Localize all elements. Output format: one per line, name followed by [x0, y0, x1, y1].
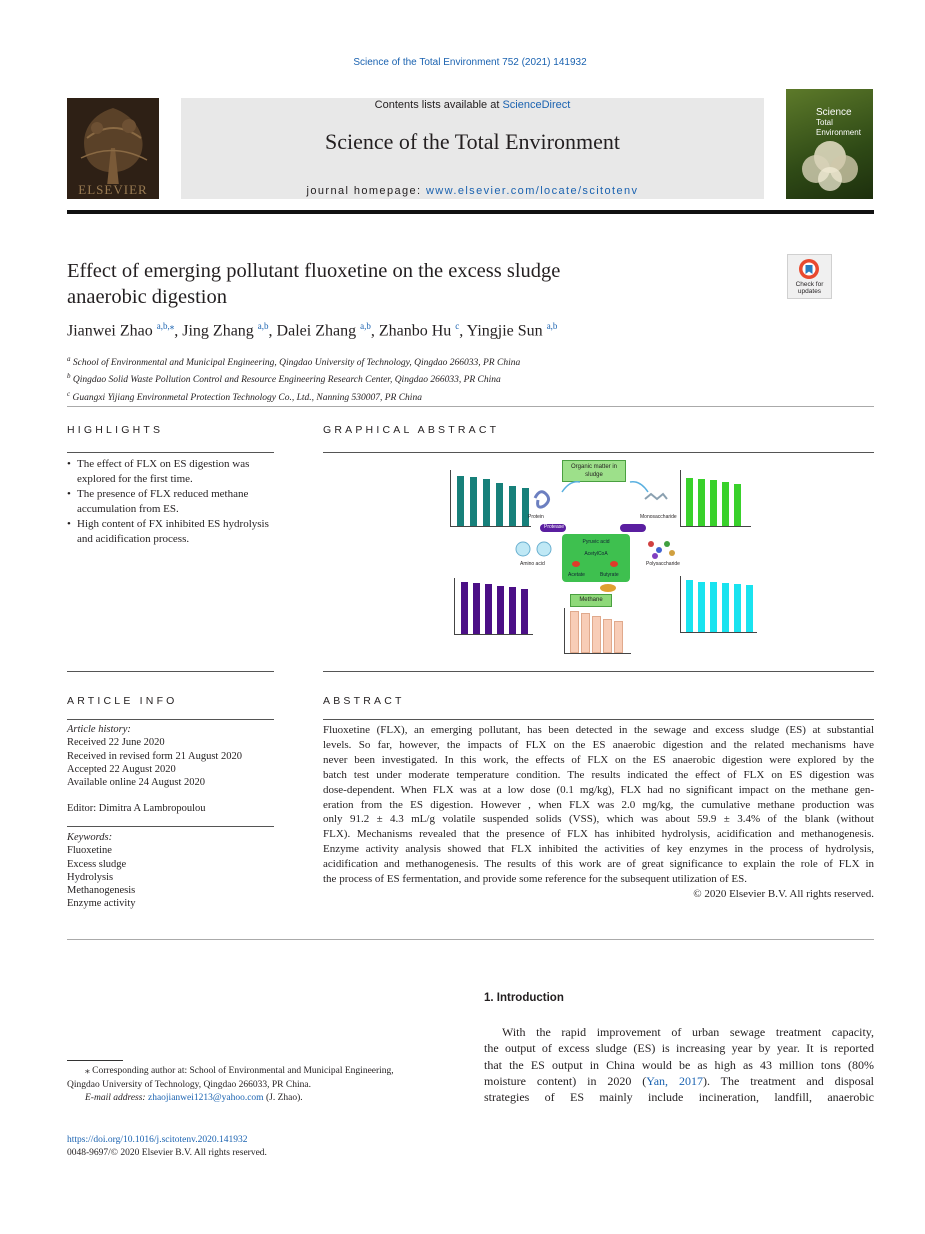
bar [698, 479, 705, 526]
divider [67, 826, 274, 827]
journal-title: Science of the Total Environment [325, 129, 620, 154]
footnote-rule [67, 1060, 123, 1061]
highlight-item: • The presence of FLX reduced methane accumulation from ES. [67, 487, 275, 517]
label-monosaccharide: Monosaccharide [640, 514, 677, 520]
keyword: Fluoxetine [67, 845, 112, 857]
divider [67, 719, 274, 720]
graphical-abstract-figure [440, 458, 760, 658]
bar [522, 488, 529, 526]
cyan-bar-chart [680, 576, 757, 633]
divider [67, 406, 874, 407]
label-amino-acid: Amino acid [520, 561, 545, 567]
peach-bar-chart [564, 608, 631, 654]
bar [470, 477, 477, 526]
label-polysaccharide: Polysaccharide [646, 561, 680, 567]
bar [710, 480, 717, 526]
label-protein: Protein [528, 514, 544, 520]
keyword: Enzyme activity [67, 898, 136, 910]
cover-title: Science Total Environment [816, 107, 861, 137]
author-name[interactable]: Yingjie Sun [466, 322, 543, 340]
metabolism-box: Pyruvic acid AcetylCoA Acetate Butyrate [562, 534, 630, 582]
highlight-item: • High content of FX inhibited ES hydrolysis and acidification process. [67, 517, 275, 547]
bar [603, 619, 612, 653]
article-title: Effect of emerging pollutant fluoxetine on the excess sludge anaerobic digestion [67, 260, 561, 308]
label-protease: Protease [544, 524, 565, 530]
purple-bar-chart [454, 578, 533, 635]
protein-icon [532, 486, 556, 512]
methane-box: Methane [570, 594, 612, 607]
journal-masthead [181, 98, 764, 199]
citation-link[interactable]: Yan, 2017 [646, 1073, 703, 1088]
homepage-link[interactable]: www.elsevier.com/locate/scitotenv [425, 185, 639, 197]
article-history: Article history: Received 22 June 2020 Received in revised form 21 August 2020 Accepted 22 August 2020 Available online 24 August 2020 [67, 724, 242, 789]
header-rule [67, 210, 874, 214]
author-affil[interactable]: a,b,⁎ [156, 321, 175, 331]
affiliation-item: $^b$ Qingdao Solid Waste Pollution Control and Resource Engineering Research Center, Qingdao 266033, PR China [67, 372, 501, 386]
bar [592, 616, 601, 653]
affiliations [67, 353, 520, 405]
highlights-heading: HIGHLIGHTS [67, 424, 164, 436]
author-affil[interactable]: c [455, 321, 460, 331]
author-name[interactable]: Jing Zhang [182, 322, 254, 340]
bar [457, 476, 464, 526]
crossmark-icon [798, 258, 820, 280]
bar [581, 613, 590, 653]
keyword: Hydrolysis [67, 871, 114, 883]
keyword: Excess sludge [67, 858, 127, 870]
bar [686, 478, 693, 526]
bar [710, 582, 717, 632]
elsevier-logo [67, 98, 159, 199]
corresponding-author-footnote: ⁎ Corresponding author at: School of Environmental and Municipal Engineering, Qingdao University of Technology, Qingdao 266033, PR China. E-mail address: zhaojianwei1213@yahoo.com (J. Zhao). [67, 1066, 394, 1103]
homepage-line: journal homepage: www.elsevier.com/locate/scitotenv [306, 185, 639, 197]
amino-acid-icon [514, 540, 554, 558]
author-name[interactable]: Dalei Zhang [276, 322, 357, 340]
bar [521, 589, 528, 634]
section-heading: 1. Introduction [484, 992, 564, 1004]
check-for-updates-badge[interactable]: Check for updates [787, 254, 832, 299]
divider [67, 671, 274, 672]
green-bar-chart [680, 470, 751, 527]
affiliation-item: $^c$ Guangxi Yijiang Environmetal Protection Technology Co., Ltd., Nanning 530007, PR China [67, 389, 422, 404]
bar [485, 584, 492, 634]
sciencedirect-link[interactable]: ScienceDirect [502, 99, 571, 111]
bar [698, 582, 705, 632]
bar [734, 484, 741, 526]
author-list: Jianwei Zhao $^{a,b,⁎}$, Jing Zhang $^{a,b}$, Dalei Zhang $^{a,b}$, Zhanbo Hu $^c$, Yingjie Sun $^{a,b}$ [67, 321, 558, 340]
contents-line: Contents lists available at ScienceDirect [374, 99, 571, 111]
bar [746, 585, 753, 632]
organic-matter-box: Organic matter in sludge [562, 460, 626, 482]
abstract-heading: ABSTRACT [323, 695, 405, 707]
bar [722, 583, 729, 632]
introduction-body: With the rapid improvement of urban sewage treatment capacity, the output of excess sludge (ES) is increasing year by year. It is reported that the ES output in China would be as high as 43 million tons (80% moisture content) in 2020 (Yan, 2017). The treatment and disposal strategies of ES mainly include incineration, landfill, anaerobic [484, 1025, 874, 1105]
divider [323, 719, 874, 720]
divider [323, 671, 874, 672]
journal-citation[interactable]: Science of the Total Environment 752 (2021) 141932 [353, 57, 587, 68]
bar [734, 584, 741, 632]
keywords: Keywords: Fluoxetine Excess sludge Hydrolysis Methanogenesis Enzyme activity [67, 832, 136, 910]
highlight-item: • The effect of FLX on ES digestion was explored for the first time. [67, 457, 275, 487]
affiliation-item: $^a$ School of Environmental and Municipal Engineering, Qingdao University of Technology, Qingdao 266033, PR China [67, 355, 521, 369]
bar [483, 479, 490, 526]
bar [614, 621, 623, 653]
highlights-list [67, 457, 275, 547]
author-name[interactable]: Zhanbo Hu [378, 322, 452, 340]
bar [686, 580, 693, 632]
bar [461, 582, 468, 634]
polysaccharide-icon [646, 538, 676, 560]
author-affil[interactable]: a,b [546, 321, 558, 331]
bar [473, 583, 480, 634]
bar [570, 611, 579, 653]
author-name[interactable]: Jianwei Zhao [67, 322, 153, 340]
article-info-heading: ARTICLE INFO [67, 695, 178, 707]
author-affil[interactable]: a,b [257, 321, 269, 331]
editor-line: Editor: Dimitra A Lambropoulou [67, 803, 206, 814]
bar [497, 586, 504, 634]
graphical-abstract-heading: GRAPHICAL ABSTRACT [323, 424, 500, 436]
bar [496, 483, 503, 526]
teal-bar-chart [450, 470, 531, 527]
journal-cover-image [786, 89, 873, 199]
divider [323, 452, 874, 453]
copyright: © 2020 Elsevier B.V. All rights reserved. [693, 887, 874, 900]
keyword: Methanogenesis [67, 885, 136, 897]
elsevier-logo-text: ELSEVIER [78, 182, 148, 197]
monosaccharide-icon [643, 490, 669, 508]
issn-line: 0048-9697/© 2020 Elsevier B.V. All rights reserved. [67, 1148, 267, 1158]
divider [67, 939, 874, 940]
doi-link[interactable]: https://doi.org/10.1016/j.scitotenv.2020.141932 [67, 1135, 248, 1145]
enzyme-pill [620, 524, 646, 532]
bar [722, 482, 729, 526]
author-affil[interactable]: a,b [360, 321, 371, 331]
divider [67, 452, 274, 453]
bar [509, 587, 516, 634]
abstract-body: Fluoxetine (FLX), an emerging pollutant, has been detected in the sewage and excess sludge (ES) at substantial levels. So far, however, the impacts of FLX on the ES anaerobic digestion and the related mechanisms have never been investigated. In this work, the effects of FLX on the ES anaerobic digestion were explored by the batch test under moderate temperature condition. The results indicated the effect of FLX on ES digestion was dose-dependent. When FLX was at a low dose (0.1 mg/kg), FLX had no significant impact on the methane gen- eration from the ES digestion. However , when FLX was 2.0 mg/kg, the cumulative methane production was only 91.2 ± 4.3 mL/g volatile suspended solids (VSS), which was about 59.9 ± 3.4% of the blank (without FLX). Mechanisms revealed that the presence of FLX has inhibited hydrolysis, acidification and methanogenesis. Enzyme activity analysis showed that FLX inhibited the activities of key enzymes in the process of hydrolysis, acidification and methanogenesis. The results of this work are of great significance to explain the role of FLX in the process of ES fermentation, and provide some reference for the subsequent utilization of ES. © 2020 Elsevier B.V. All rights reserved. [323, 724, 874, 900]
email-link[interactable]: zhaojianwei1213@yahoo.com [147, 1093, 264, 1103]
bar [509, 486, 516, 526]
